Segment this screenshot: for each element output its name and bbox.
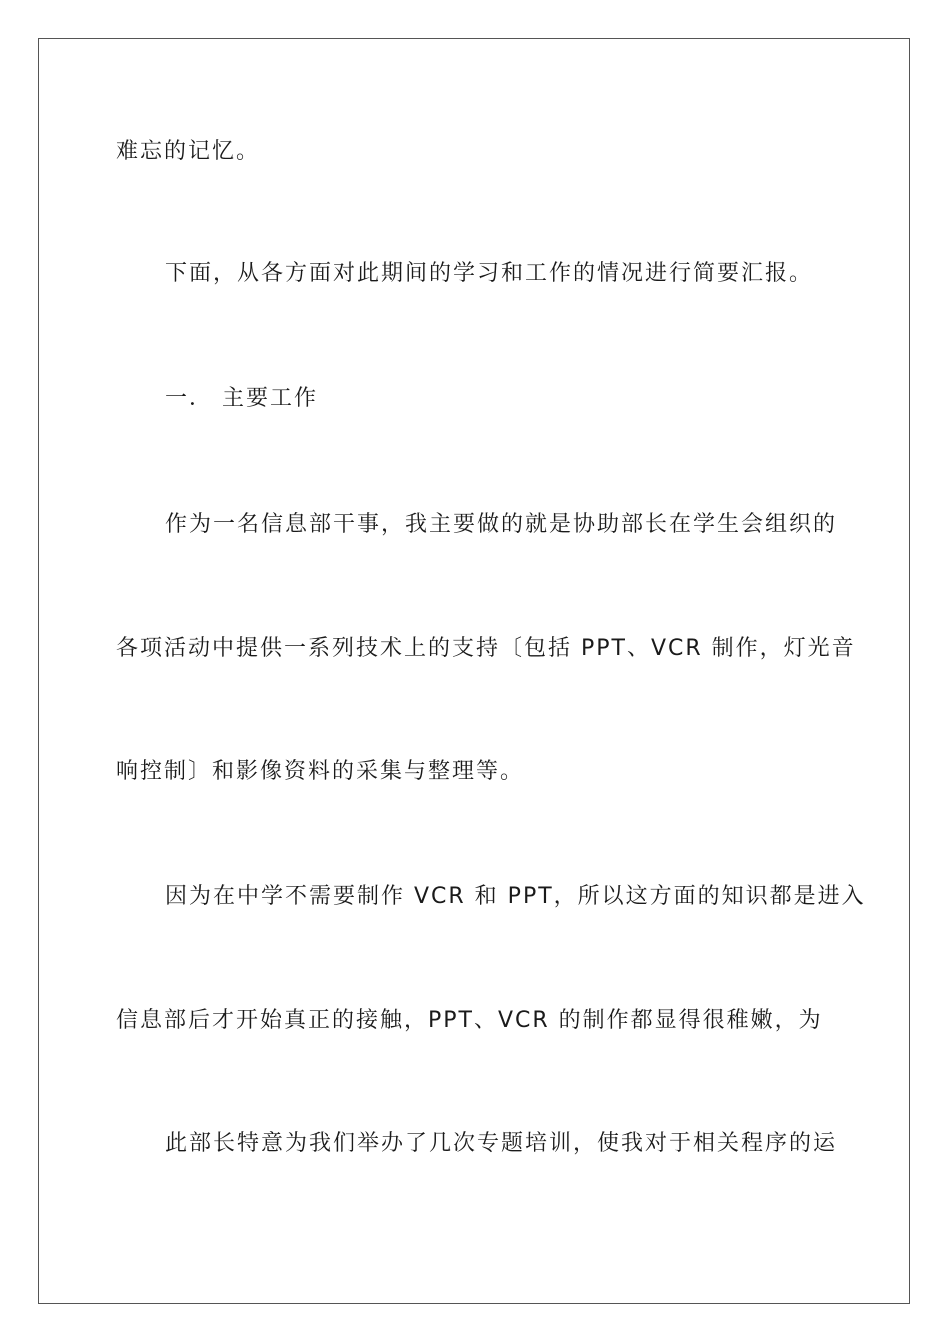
paragraph-line-5: 响控制〕和影像资料的采集与整理等。 bbox=[116, 759, 525, 784]
paragraph-line-8: 此部长特意为我们举办了几次专题培训，使我对于相关程序的运 bbox=[165, 1131, 838, 1156]
section-heading: 一． 主要工作 bbox=[165, 386, 318, 411]
paragraph-line-6: 因为在中学不需要制作 VCR 和 PPT，所以这方面的知识都是进入 bbox=[165, 884, 866, 909]
paragraph-line-7: 信息部后才开始真正的接触，PPT、VCR 的制作都显得很稚嫩，为 bbox=[116, 1008, 823, 1033]
paragraph-line-2: 下面，从各方面对此期间的学习和工作的情况进行简要汇报。 bbox=[165, 261, 814, 286]
paragraph-line-1: 难忘的记忆。 bbox=[116, 139, 261, 164]
paragraph-line-3: 作为一名信息部干事，我主要做的就是协助部长在学生会组织的 bbox=[165, 512, 838, 537]
paragraph-line-4: 各项活动中提供一系列技术上的支持〔包括 PPT、VCR 制作，灯光音 bbox=[116, 636, 856, 661]
page-border bbox=[38, 38, 910, 1304]
